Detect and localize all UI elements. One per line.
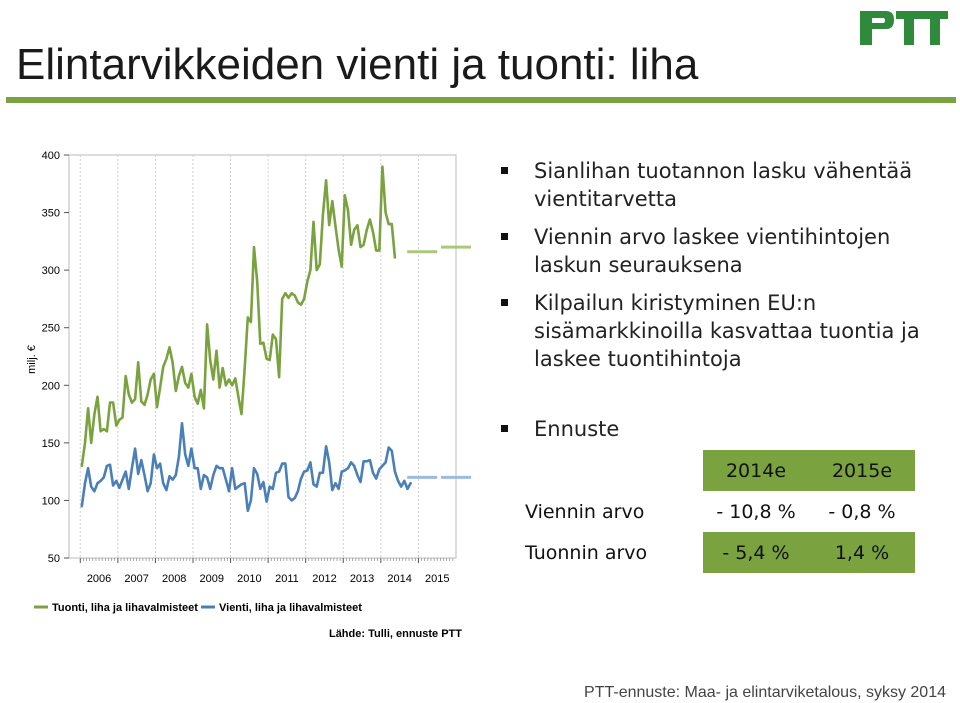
x-tick-label: 2006	[86, 573, 112, 585]
bullet-item	[500, 415, 940, 443]
y-axis-label: milj. €	[26, 345, 38, 374]
forecast-header-2014: 2014e	[703, 450, 809, 491]
y-tick-label: 400	[41, 150, 60, 162]
forecast-row-label: Viennin arvo	[525, 500, 645, 523]
ptt-logo	[858, 5, 950, 47]
bullet-square-icon	[501, 299, 508, 306]
forecast-row	[519, 532, 915, 573]
forecast-cell: 1,4 %	[809, 532, 915, 573]
x-tick-label: 2009	[199, 573, 225, 585]
forecast-cell: - 10,8 %	[716, 500, 796, 523]
y-tick-label: 200	[41, 380, 60, 393]
bullet-text: Viennin arvo laskee vientihintojen laskun seurauksena	[534, 225, 891, 277]
bullet-text: Ennuste	[534, 417, 620, 441]
x-tick-label: 2010	[237, 573, 262, 585]
chart-source-note: Lähde: Tulli, ennuste PTT	[328, 628, 462, 640]
bullet-square-icon	[501, 233, 508, 240]
forecast-cell: - 5,4 %	[703, 532, 809, 573]
title-divider	[6, 97, 956, 103]
bullet-text: Kilpailun kiristyminen EU:n sisämarkkinoilla kasvattaa tuontia ja laskee tuontihintoja	[534, 291, 920, 371]
legend-label: Tuonti, liha ja lihavalmisteet	[52, 602, 198, 614]
y-tick-label: 100	[41, 495, 60, 508]
bullet-square-icon	[501, 425, 508, 432]
x-tick-label: 2013	[349, 573, 375, 585]
bullet-item	[500, 223, 940, 279]
legend-label: Vienti, liha ja lihavalmisteet	[219, 602, 362, 614]
bullet-spacer	[500, 383, 940, 405]
x-tick-label: 2007	[124, 573, 149, 585]
forecast-corner	[519, 450, 703, 491]
slide-footer: PTT-ennuste: Maa- ja elintarviketalous, syksy 2014	[584, 684, 946, 701]
bullet-square-icon	[501, 167, 508, 174]
forecast-header-2015: 2015e	[809, 450, 915, 491]
y-tick-label: 350	[41, 207, 60, 220]
x-tick-label: 2011	[275, 573, 299, 585]
y-tick-label: 150	[41, 437, 60, 450]
forecast-row-label: Tuonnin arvo	[525, 541, 648, 564]
plot-frame	[69, 155, 456, 558]
series-line-export	[82, 423, 411, 511]
bullet-list	[500, 157, 940, 453]
forecast-cell: - 0,8 %	[828, 500, 896, 523]
forecast-table	[519, 450, 915, 573]
y-tick-label: 250	[41, 322, 60, 335]
x-tick-label: 2014	[387, 573, 412, 585]
meat-trade-chart	[0, 140, 480, 650]
bullet-item	[500, 157, 940, 213]
y-tick-label: 300	[41, 265, 60, 278]
x-tick-label: 2012	[312, 573, 337, 585]
bullet-text: Sianlihan tuotannon lasku vähentää vientitarvetta	[534, 159, 913, 211]
x-tick-label: 2008	[161, 573, 187, 585]
bullet-item	[500, 289, 940, 373]
slide-title: Elintarvikkeiden vienti ja tuonti: liha	[16, 40, 699, 89]
y-tick-label: 50	[47, 553, 60, 565]
forecast-row	[519, 491, 915, 532]
x-tick-label: 2015	[424, 573, 450, 585]
forecast-header-row	[519, 450, 915, 491]
series-line-import	[82, 167, 395, 466]
